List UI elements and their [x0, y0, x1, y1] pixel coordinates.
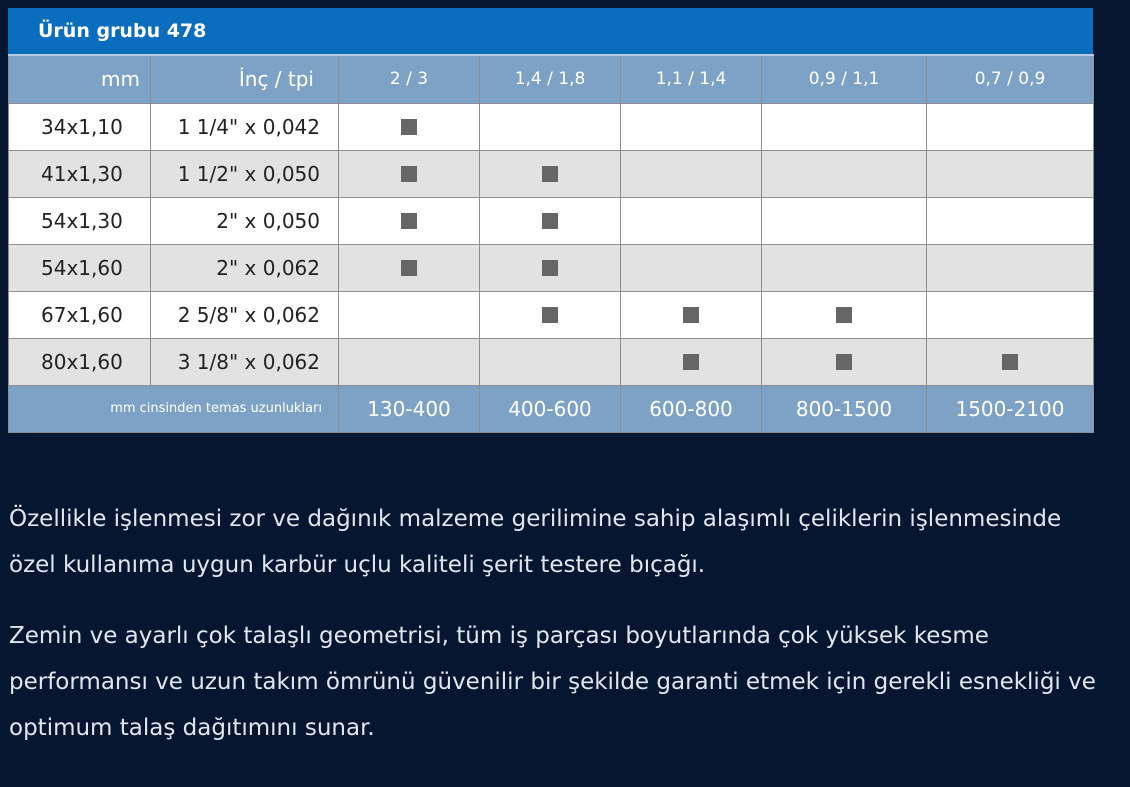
row-mm: 34x1,10: [9, 103, 151, 150]
row-cell: [762, 103, 927, 150]
contact-length-range: 600-800: [621, 385, 762, 432]
row-cell: [339, 150, 480, 197]
availability-square-icon: [401, 166, 417, 182]
row-inch: 2 5/8" x 0,062: [151, 291, 339, 338]
row-mm: 67x1,60: [9, 291, 151, 338]
row-mm: 54x1,30: [9, 197, 151, 244]
row-cell: [621, 103, 762, 150]
table-title: Ürün grubu 478: [8, 8, 1093, 54]
header-tpi: 0,9 / 1,1: [762, 55, 927, 103]
table-row: [9, 103, 1094, 150]
availability-square-icon: [542, 307, 558, 323]
row-cell: [927, 197, 1094, 244]
contact-length-range: 1500-2100: [927, 385, 1094, 432]
availability-square-icon: [836, 354, 852, 370]
row-cell: [927, 244, 1094, 291]
description-paragraph: Özellikle işlenmesi zor ve dağınık malzeme gerilimine sahip alaşımlı çeliklerin işlenmesinde özel kullanıma uygun karbür uçlu kaliteli şerit testere bıçağı.: [9, 506, 1062, 578]
availability-square-icon: [401, 213, 417, 229]
table-row: [9, 150, 1094, 197]
row-cell: [480, 103, 621, 150]
availability-square-icon: [836, 307, 852, 323]
row-cell: [480, 244, 621, 291]
header-mm: mm: [9, 55, 151, 103]
table-row: [9, 291, 1094, 338]
row-cell: [621, 197, 762, 244]
row-cell: [339, 291, 480, 338]
row-inch: 1 1/2" x 0,050: [151, 150, 339, 197]
row-inch: 2" x 0,062: [151, 244, 339, 291]
row-mm: 54x1,60: [9, 244, 151, 291]
row-cell: [480, 338, 621, 385]
availability-square-icon: [683, 354, 699, 370]
header-tpi: 0,7 / 0,9: [927, 55, 1094, 103]
row-cell: [762, 244, 927, 291]
header-tpi: 2 / 3: [339, 55, 480, 103]
row-inch: 3 1/8" x 0,062: [151, 338, 339, 385]
row-cell: [762, 338, 927, 385]
row-cell: [927, 150, 1094, 197]
row-cell: [621, 244, 762, 291]
row-cell: [762, 197, 927, 244]
header-tpi: 1,1 / 1,4: [621, 55, 762, 103]
contact-length-label: mm cinsinden temas uzunlukları: [9, 385, 339, 432]
header-inch-tpi: İnç / tpi: [151, 55, 339, 103]
table-row: [9, 197, 1094, 244]
header-row: [9, 55, 1094, 103]
row-cell: [339, 338, 480, 385]
row-cell: [621, 291, 762, 338]
table-row: [9, 338, 1094, 385]
row-cell: [480, 197, 621, 244]
product-table: [8, 54, 1094, 433]
header-tpi: 1,4 / 1,8: [480, 55, 621, 103]
row-mm: 41x1,30: [9, 150, 151, 197]
description-paragraph: Zemin ve ayarlı çok talaşlı geometrisi, tüm iş parçası boyutlarında çok yüksek kesme performansı ve uzun takım ömrünü güvenilir bir şekilde garanti etmek için gerekli esnekliği ve optimum talaş dağıtımını sunar.: [9, 623, 1096, 741]
row-cell: [480, 150, 621, 197]
footer-row: [9, 385, 1094, 432]
product-table-container: [8, 8, 1093, 433]
contact-length-range: 130-400: [339, 385, 480, 432]
row-inch: 2" x 0,050: [151, 197, 339, 244]
row-cell: [927, 338, 1094, 385]
row-cell: [339, 103, 480, 150]
contact-length-range: 400-600: [480, 385, 621, 432]
row-cell: [927, 103, 1094, 150]
row-cell: [762, 150, 927, 197]
availability-square-icon: [542, 166, 558, 182]
row-cell: [339, 244, 480, 291]
availability-square-icon: [683, 307, 699, 323]
availability-square-icon: [542, 260, 558, 276]
row-cell: [621, 338, 762, 385]
contact-length-range: 800-1500: [762, 385, 927, 432]
row-mm: 80x1,60: [9, 338, 151, 385]
availability-square-icon: [401, 119, 417, 135]
row-cell: [621, 150, 762, 197]
row-cell: [927, 291, 1094, 338]
row-cell: [480, 291, 621, 338]
row-cell: [762, 291, 927, 338]
row-inch: 1 1/4" x 0,042: [151, 103, 339, 150]
availability-square-icon: [542, 213, 558, 229]
table-row: [9, 244, 1094, 291]
row-cell: [339, 197, 480, 244]
availability-square-icon: [401, 260, 417, 276]
availability-square-icon: [1002, 354, 1018, 370]
